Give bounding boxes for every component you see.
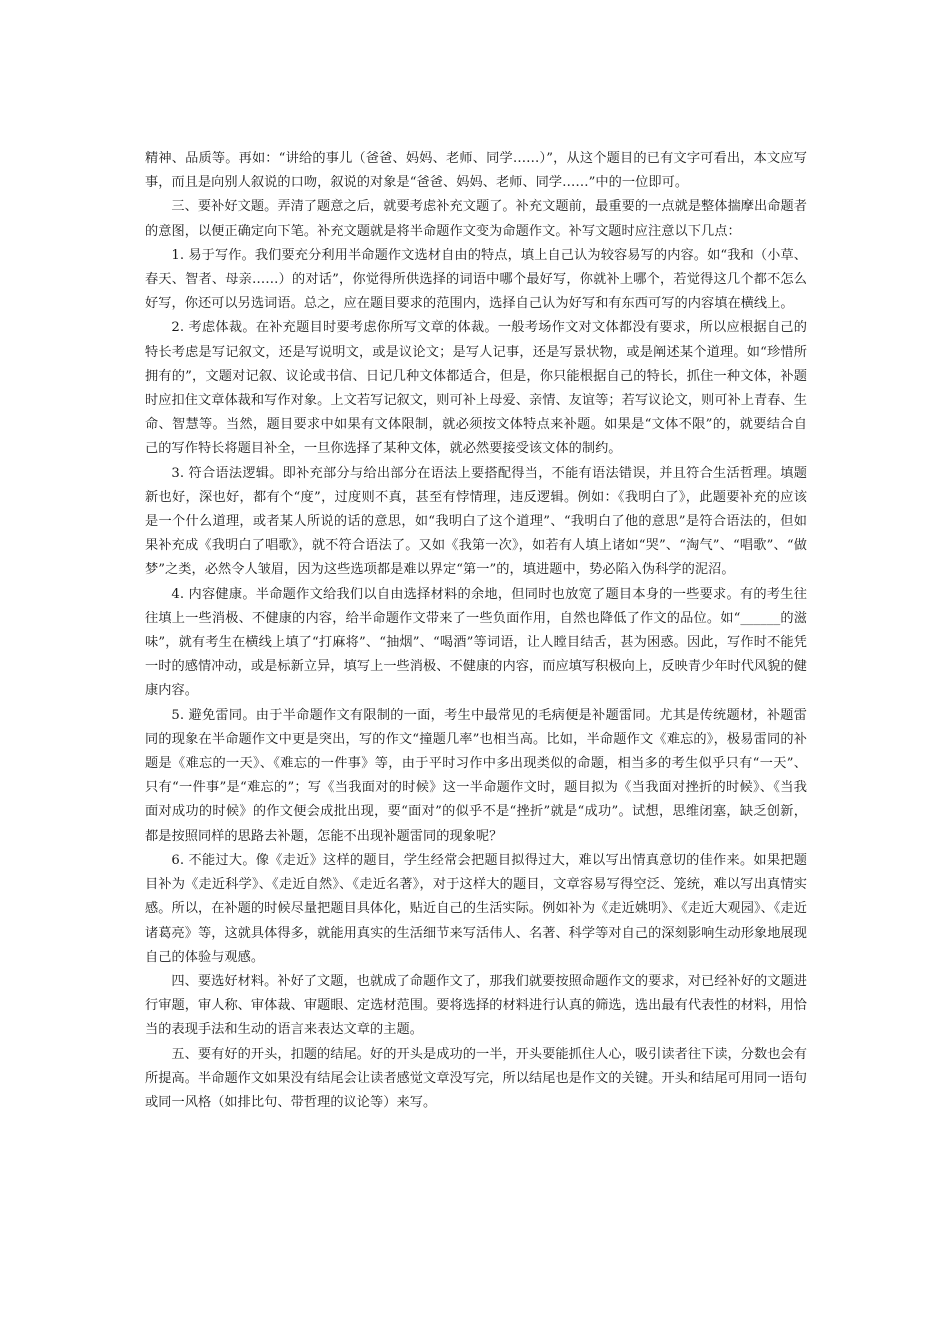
paragraph-point-one: 1. 易于写作。我们要充分利用半命题作文选材自由的特点，填上自己认为较容易写的内容。如“我和（小草、春天、智者、母亲……）的对话”，你觉得所供选择的词语中哪个最好写，你就补上哪个，若觉得这几个都不怎么好写，你还可以另选词语。总之，应在题目要求的范围内，选择自己认为好写和有东西可写的内容填在横线上。 bbox=[145, 247, 807, 312]
paragraph-point-two: 2. 考虑体裁。在补充题目时要考虑你所写文章的体裁。一般考场作文对文体都没有要求，所以应根据自己的特长考虑是写记叙文，还是写说明文，或是议论文；是写人记事，还是写景状物，或是阐述某个道理。如“珍惜所拥有的”，文题对记叙、议论或书信、日记几种文体都适合，但是，你只能根据自己的特长，抓住一种文体，补题时应扣住文章体裁和写作对象。上文若写记叙文，则可补上母爱、亲情、友谊等；若写议论文，则可补上青春、生命、智慧等。当然，题目要求中如果有文体限制，就必须按文体特点来补题。如果是“文体不限”的，就要结合自己的写作特长将题目补全，一旦你选择了某种文体，就必然要接受该文体的制约。 bbox=[145, 320, 807, 457]
paragraph-section-four: 四、要选好材料。补好了文题，也就成了命题作文了，那我们就要按照命题作文的要求，对已经补好的文题进行审题，审人称、审体裁、审题眼、定选材范围。要将选择的材料进行认真的筛选，选出最有代表性的材料，用恰当的表现手法和生动的语言来表达文章的主题。 bbox=[145, 973, 807, 1038]
paragraph-point-six: 6. 不能过大。像《走近》这样的题目，学生经常会把题目拟得过大，难以写出情真意切的佳作来。如果把题目补为《走近科学》、《走近自然》、《走近名著》，对于这样大的题目，文章容易写得空泛、笼统，难以写出真情实感。所以，在补题的时候尽量把题目具体化，贴近自己的生活实际。例如补为《走近姚明》、《走近大观园》、《走近诸葛亮》等，这就具体得多，就能用真实的生活细节来写活伟人、名著、科学等对自己的深刻影响生动形象地展现自己的体验与观感。 bbox=[145, 852, 807, 965]
paragraph-point-four: 4. 内容健康。半命题作文给我们以自由选择材料的余地，但同时也放宽了题目本身的一些要求。有的考生往往填上一些消极、不健康的内容，给半命题作文带来了一些负面作用，自然也降低了作文的品位。如“______的滋味”，就有考生在横线上填了“打麻将”、“抽烟”、“喝酒”等词语，让人瞠目结舌，甚为困惑。因此，写作时不能凭一时的感情冲动，或是标新立异，填写上一些消极、不健康的内容，而应填写积极向上，反映青少年时代风貌的健康内容。 bbox=[145, 586, 807, 699]
paragraph-point-five: 5. 避免雷同。由于半命题作文有限制的一面，考生中最常见的毛病便是补题雷同。尤其是传统题材，补题雷同的现象在半命题作文中更是突出，写的作文“撞题几率”也相当高。比如，半命题作文《难忘的》，极易雷同的补题是《难忘的一天》、《难忘的一件事》等，由于平时习作中多出现类似的命题，相当多的考生似乎只有“一天”、只有“一件事”是“难忘的”；写《当我面对的时候》这一半命题作文时，题目拟为《当我面对挫折的时候》、《当我面对成功的时候》的作文便会成批出现，要“面对”的似乎不是“挫折”就是“成功”。试想，思维闭塞，缺乏创新，都是按照同样的思路去补题，怎能不出现补题雷同的现象呢？ bbox=[145, 707, 807, 844]
paragraph-section-three: 三、要补好文题。弄清了题意之后，就要考虑补充文题了。补充文题前，最重要的一点就是整体揣摩出命题者的意图，以便正确定向下笔。补充文题就是将半命题作文变为命题作文。补写文题时应注意以下几点： bbox=[145, 199, 807, 239]
paragraph-point-three: 3. 符合语法逻辑。即补充部分与给出部分在语法上要搭配得当，不能有语法错误，并且符合生活哲理。填题新也好，深也好，都有个“度”，过度则不真，甚至有悖情理，违反逻辑。例如：《我明白了》，此题要补充的应该是一个什么道理，或者某人所说的话的意思，如“我明白了这个道理”、“我明白了他的意思”是符合语法的，但如果补充成《我明白了唱歌》，就不符合语法了。又如《我第一次》，如若有人填上诸如“哭”、“淘气”、“唱歌”、“做梦”之类，必然令人皱眉，因为这些选项都是难以界定“第一”的，填进题中，势必陷入伪科学的泥沼。 bbox=[145, 465, 807, 578]
document-body bbox=[145, 147, 807, 1115]
paragraph-section-five: 五、要有好的开头，扣题的结尾。好的开头是成功的一半，开头要能抓住人心，吸引读者往下读，分数也会有所提高。半命题作文如果没有结尾会让读者感觉文章没写完，所以结尾也是作文的关键。开头和结尾可用同一语句或同一风格（如排比句、带哲理的议论等）来写。 bbox=[145, 1046, 807, 1110]
paragraph-continuation: 精神、品质等。再如：“讲给的事儿（爸爸、妈妈、老师、同学……）”，从这个题目的已有文字可看出，本文应写事，而且是向别人叙说的口吻，叙说的对象是“爸爸、妈妈、老师、同学……”中的一位即可。 bbox=[145, 151, 807, 191]
